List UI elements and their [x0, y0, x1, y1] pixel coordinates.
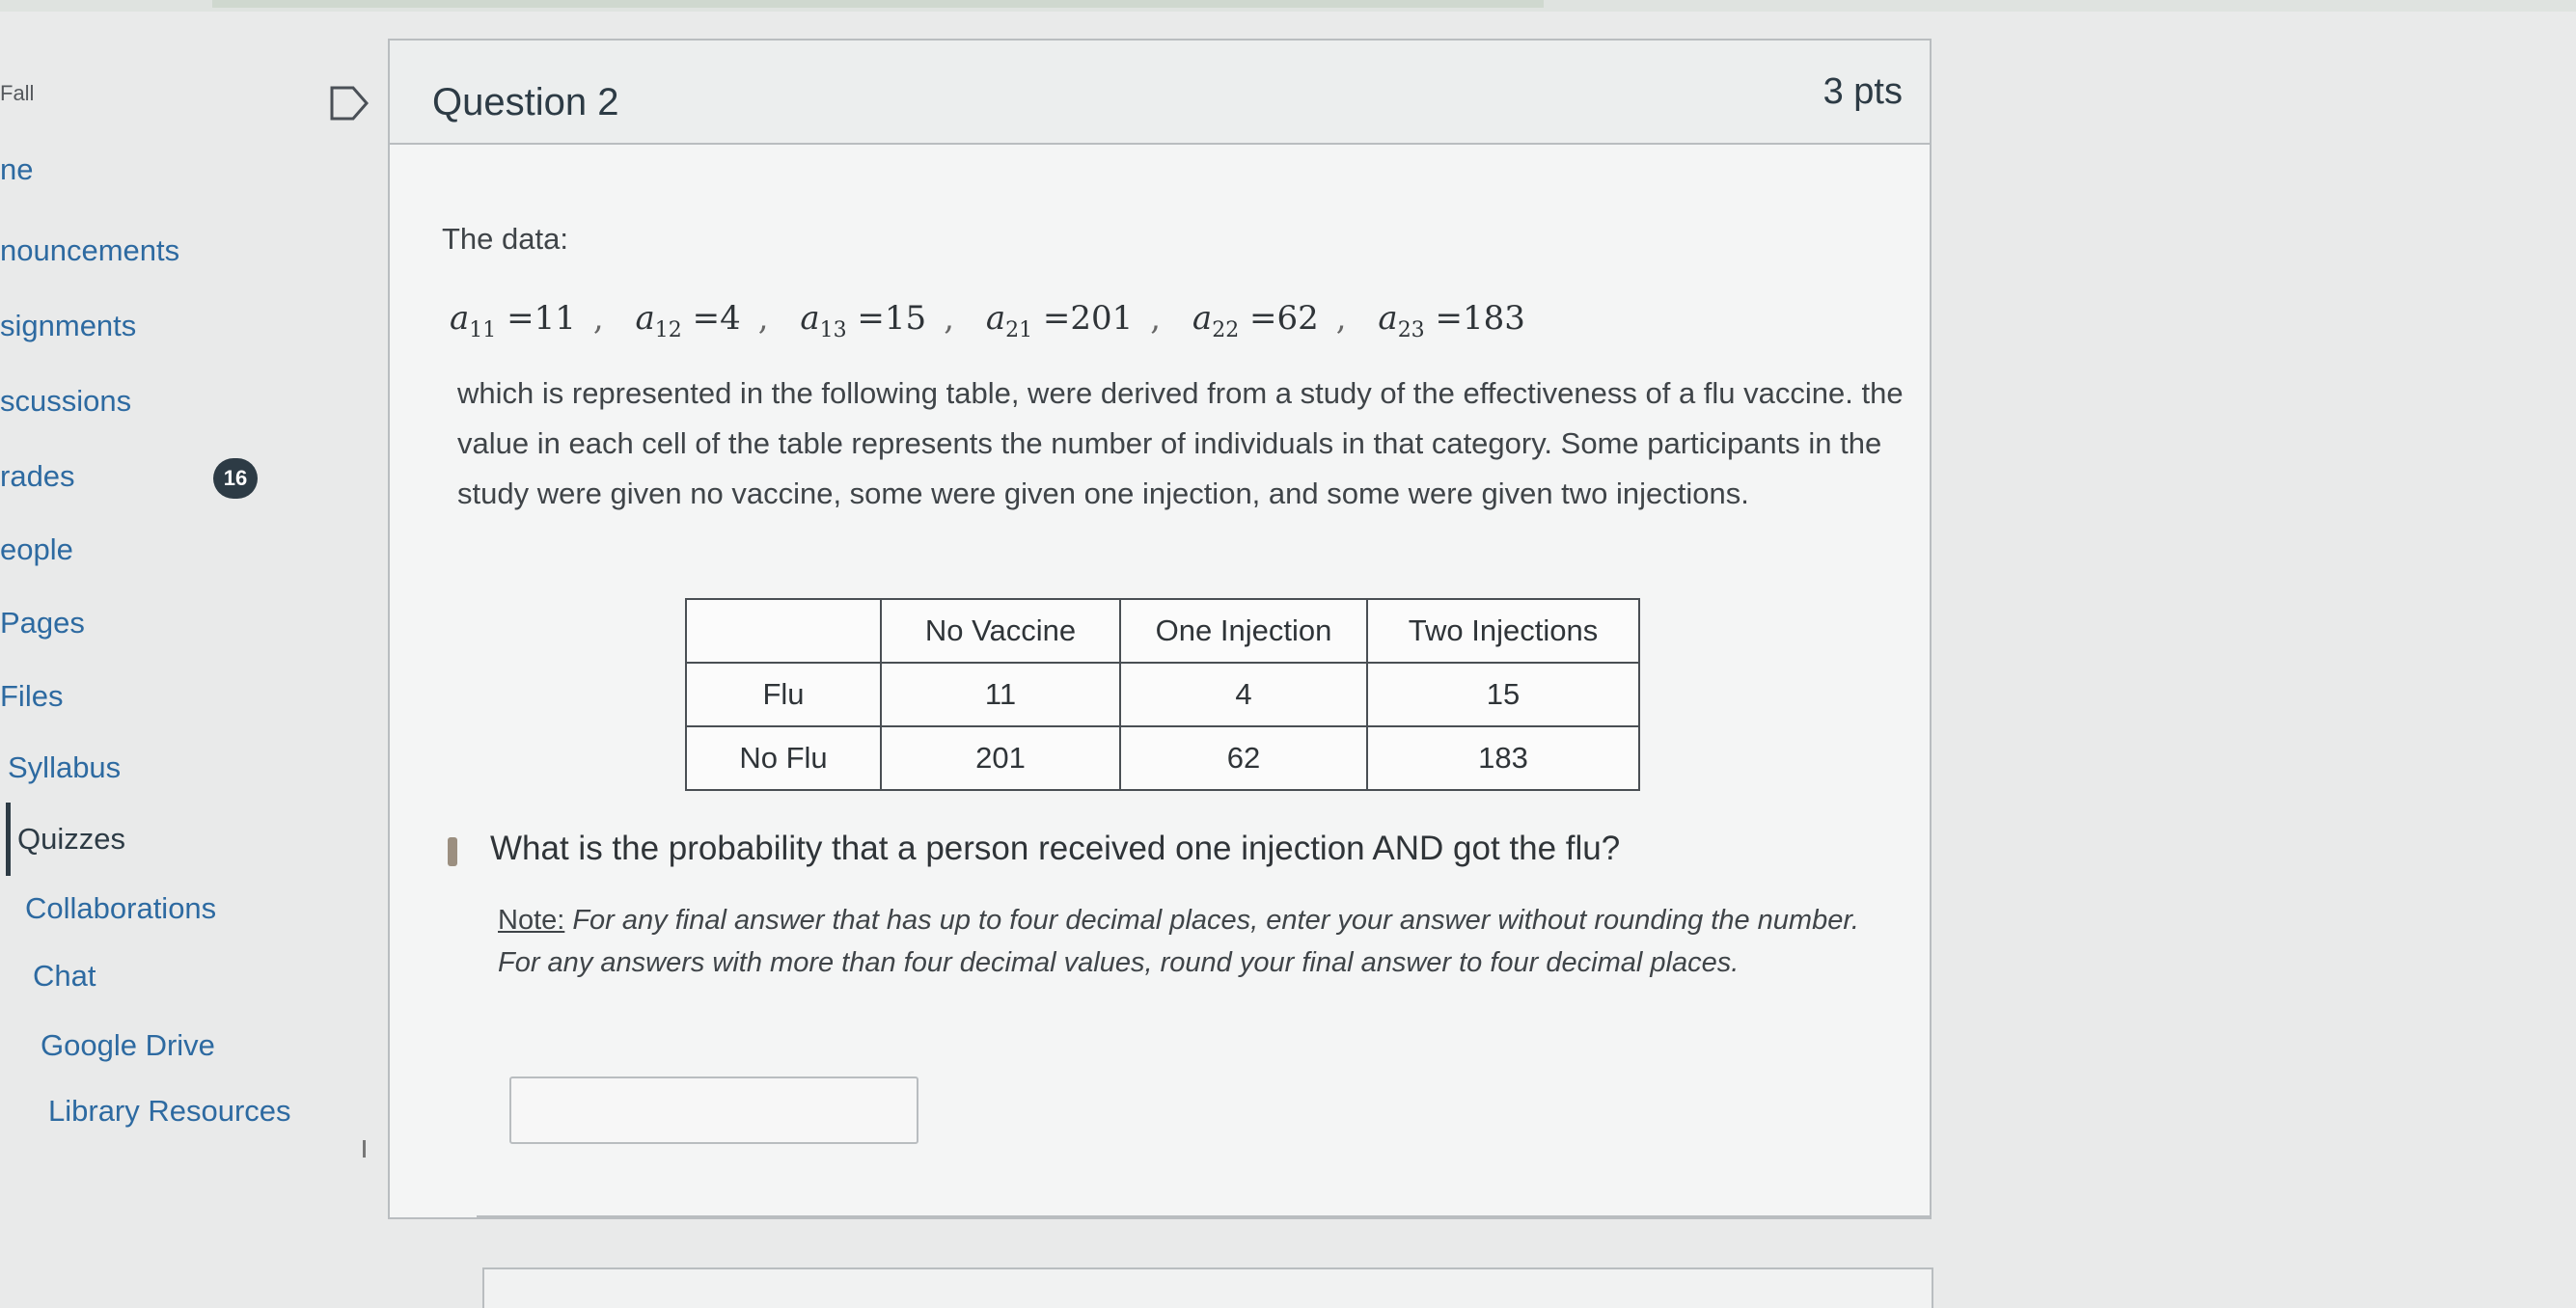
table-cell: 11	[881, 663, 1120, 726]
grades-count-badge: 16	[213, 458, 258, 499]
table-row	[686, 663, 1639, 726]
table-row	[686, 726, 1639, 790]
active-nav-indicator	[6, 803, 11, 876]
question-header	[390, 41, 1930, 145]
nav-collaborations[interactable]: Collaborations	[25, 891, 217, 925]
nav-files[interactable]: Files	[0, 679, 64, 713]
table-header-cell: One Injection	[1120, 599, 1367, 663]
card-bottom-border	[477, 1215, 1930, 1217]
question-title: Question 2	[432, 81, 619, 123]
next-question-card	[482, 1267, 1933, 1308]
nav-assignments[interactable]: signments	[0, 309, 137, 342]
math-term: $a_{13} =15$	[800, 299, 927, 342]
table-cell: 4	[1120, 663, 1367, 726]
nav-grades[interactable]: rades	[0, 459, 75, 493]
question-prompt: What is the probability that a person received one injection AND got the flu?	[490, 830, 1621, 867]
table-cell: 62	[1120, 726, 1367, 790]
data-table	[685, 598, 1640, 791]
question-description: which is represented in the following table, were derived from a study of the effectiveness of a flu vaccine. the value in each cell of the table represents the number of individuals in that category. Some participants in the study were given no vaccine, some were given one injection, and some were given two injections.	[457, 376, 1904, 510]
stray-mark	[363, 1140, 366, 1158]
nav-home[interactable]: ne	[0, 152, 34, 186]
top-accent	[212, 0, 1544, 8]
nav-library-resources[interactable]: Library Resources	[48, 1094, 291, 1128]
answer-input[interactable]	[509, 1076, 918, 1144]
prompt-marker-icon	[448, 837, 457, 866]
nav-chat[interactable]: Chat	[33, 959, 96, 993]
course-navigation	[0, 0, 367, 1294]
nav-syllabus[interactable]: Syllabus	[8, 750, 122, 784]
nav-discussions[interactable]: scussions	[0, 384, 132, 418]
nav-pages[interactable]: Pages	[0, 606, 85, 640]
table-row-label: No Flu	[686, 726, 881, 790]
nav-google-drive[interactable]: Google Drive	[41, 1028, 215, 1062]
table-header-row	[686, 599, 1639, 663]
table-cell: 183	[1367, 726, 1639, 790]
browser-top-strip	[0, 0, 2576, 12]
table-cell: 201	[881, 726, 1120, 790]
note-label: Note:	[498, 905, 565, 936]
nav-people[interactable]: eople	[0, 532, 73, 566]
course-term: Fall	[0, 81, 35, 105]
rounding-note	[498, 899, 1868, 984]
note-text: For any final answer that has up to four decimal places, enter your answer without rounding the number. For any answers with more than four decimal values, round your final answer to four decimal places.	[498, 905, 1859, 978]
question-card	[388, 39, 1932, 1219]
nav-announcements[interactable]: nouncements	[0, 233, 180, 267]
math-expression: $a_{11} =11$ , $a_{12} =4$ , $a_{13} =15$ , $a_{21} =201$ , $a_{22} =62$ , $a_{23} =183$	[450, 299, 1525, 342]
table-row-label: Flu	[686, 663, 881, 726]
math-term: $a_{11} =11$	[450, 299, 576, 342]
table-header-cell: No Vaccine	[881, 599, 1120, 663]
table-header-cell: Two Injections	[1367, 599, 1639, 663]
table-cell: 15	[1367, 663, 1639, 726]
nav-quizzes[interactable]: Quizzes	[17, 822, 125, 856]
math-term: $a_{21} =201$	[985, 299, 1134, 342]
table-header-corner	[686, 599, 881, 663]
math-term: $a_{23} =183$	[1378, 299, 1525, 342]
data-intro: The data:	[442, 222, 568, 256]
question-points: 3 pts	[1822, 71, 1903, 112]
math-term: $a_{22} =62$	[1192, 299, 1319, 342]
math-term: $a_{12} =4$	[635, 299, 741, 342]
bookmark-flag-icon[interactable]	[328, 85, 370, 122]
